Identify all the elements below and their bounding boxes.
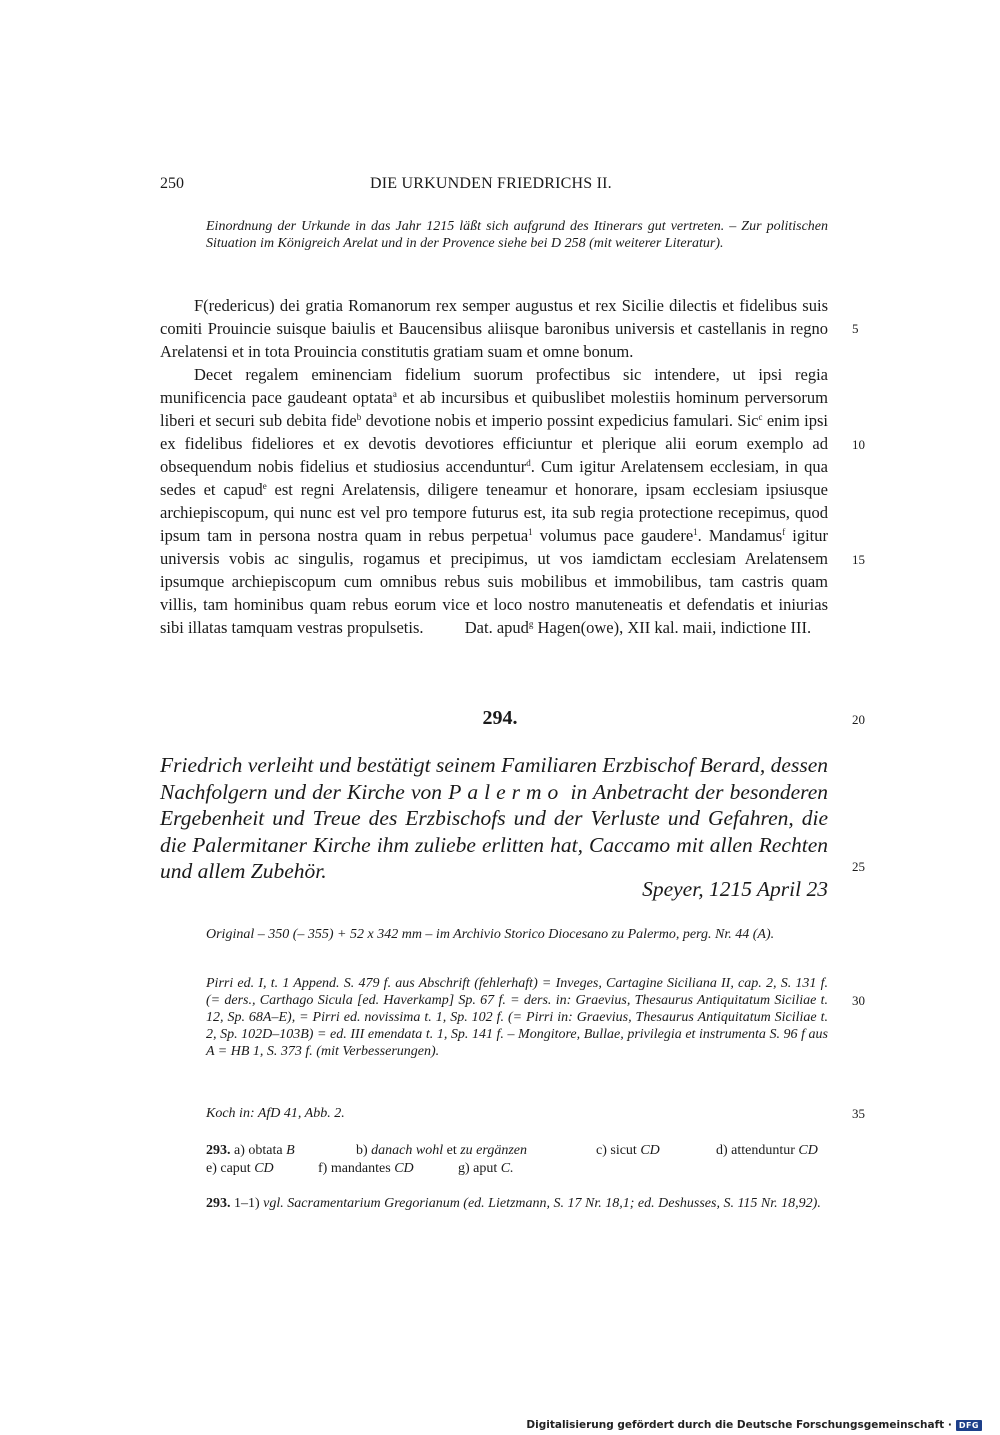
line-number: 20 [852, 712, 865, 727]
line-number: 10 [852, 437, 865, 452]
footer-text: Digitalisierung gefördert durch die Deutsche Forschungsgemeinschaft · [526, 1419, 952, 1431]
dateline: Speyer, 1215 April 23 [642, 877, 828, 901]
commentary-note: 293. 1–1) vgl. Sacramentarium Gregorianum (ed. Lietzmann, S. 17 Nr. 18,1; ed. Deshusses, S. 115 Nr. 18,92). [206, 1196, 821, 1211]
charter-text [160, 294, 828, 639]
running-title: DIE URKUNDEN FRIEDRICHS II. [370, 175, 612, 192]
line-number: 25 [852, 859, 865, 874]
source-editions: Pirri ed. I, t. 1 Append. S. 479 f. aus Abschrift (fehlerhaft) = Inveges, Cartagine Siciliana II, cap. 2, S. 131 f. (= ders., Carthago Sicula [ed. Haverkamp] Sp. 67 f. = ders. in: Graevius, Thesaurus Antiquitatum Siciliae t. 12, Sp. 68A–E), = Pirri ed. novissima t. 1, Sp. 102 f. (= Pirri in: Graevius, Thesaurus Antiquitatum Siciliae t. 2, Sp. 102D–103B) = ed. III emendata t. 1, Sp. 141 f. – Mongitore, Bullae, privilegia et instrumenta S. 96 f aus A = HB 1, S. 373 f. (mit Verbesserungen). [206, 976, 828, 1059]
source-facsimile: Koch in: AfD 41, Abb. 2. [206, 1106, 345, 1121]
page-number: 250 [160, 175, 184, 192]
source-original: Original – 350 (– 355) + 52 x 342 mm – im Archivio Storico Diocesano zu Palermo, perg. Nr. 44 (A). [206, 927, 775, 942]
line-number: 35 [852, 1106, 865, 1121]
place-name: Palermo [448, 779, 565, 804]
document-number: 294. [482, 707, 518, 729]
funding-footer [526, 1419, 982, 1431]
line-number: 15 [852, 552, 865, 567]
charter-paragraph-1: F(redericus) dei gratia Romanorum rex semper augustus et rex Sicilie dilectis et fidelibus suis comiti Prouincie suisque baiulis et Baucensibus aliisque baronibus universis et castellanis in regno Arelatensi et in tota Prouincia constitutis gratiam suam et omne bonum. [160, 296, 828, 361]
regest: Friedrich verleiht und bestätigt seinem Familiaren Erzbischof Berard, dessen Nachfolgern und der Kirche von Palermo in Anbetracht der besonderen Ergebenheit und Treue des Erzbischofs und der Verluste und Gefahren, die die Palermitaner Kirche ihm zuliebe erlitten hat, Caccamo mit allen Rechten und allem Zubehör. [160, 753, 828, 883]
dfg-logo: DFG [956, 1420, 982, 1431]
line-number: 30 [852, 993, 865, 1008]
text-critical-notes: 293. a) obtata B b) danach wohl et zu ergänzen c) sicut CD d) attenduntur CD e) caput CD f) mandantes CD g) aput C. [206, 1143, 818, 1176]
charter-paragraph-2: Decet regalem eminenciam fidelium suorum profectibus sic intendere, ut ipsi regia munificencia pace gaudeant optata$^a$ et ab incursibus et quibuslibet molestiis hominum perversorum liberi et securi sub debita fide$^b$ devotione nobis et imperio possint expedicius famulari. Sic$^c$ enim ipsi ex fidelibus fideliores et ex devotis devotiores efficiuntur et plerique alii eorum exemplo ad obsequendum nobis fidelius et studiosius accenduntur$^d$. Cum igitur Arelatensem ecclesiam, in qua sedes et capud$^e$ est regni Arelatensis, diligere teneamur et honorare, ipsam ecclesiam ipsiusque archiepiscopum, qui nunc est vel pro tempore futurus est, ita sub regia protectione recepimus, quod ipsum tam in persona nostra quam in rebus perpetua$^1$ volumus pace gaudere$^1$. Mandamus$^f$ igitur universis vobis ac singulis, rogamus et precipimus, ut vos iamdictam ecclesiam Arelatensem ipsumque archiepiscopum cum omnibus rebus suis mobilibus et immobilibus, tam castris quam villis, tam hominibus quam rebus eorum vice et loco nostro manuteneatis et defendatis et iniurias sibi illatas tamquam vestras propulsetis. Dat. apud$^g$ Hagen(owe), XII kal. maii, indictione III. [160, 365, 829, 637]
line-number: 5 [852, 321, 859, 336]
intro-comment: Einordnung der Urkunde in das Jahr 1215 läßt sich aufgrund des Itinerars gut vertreten. – Zur politischen Situation im Königreich Arelat und in der Provence siehe bei D 258 (mit weiterer Literatur). [206, 219, 828, 251]
